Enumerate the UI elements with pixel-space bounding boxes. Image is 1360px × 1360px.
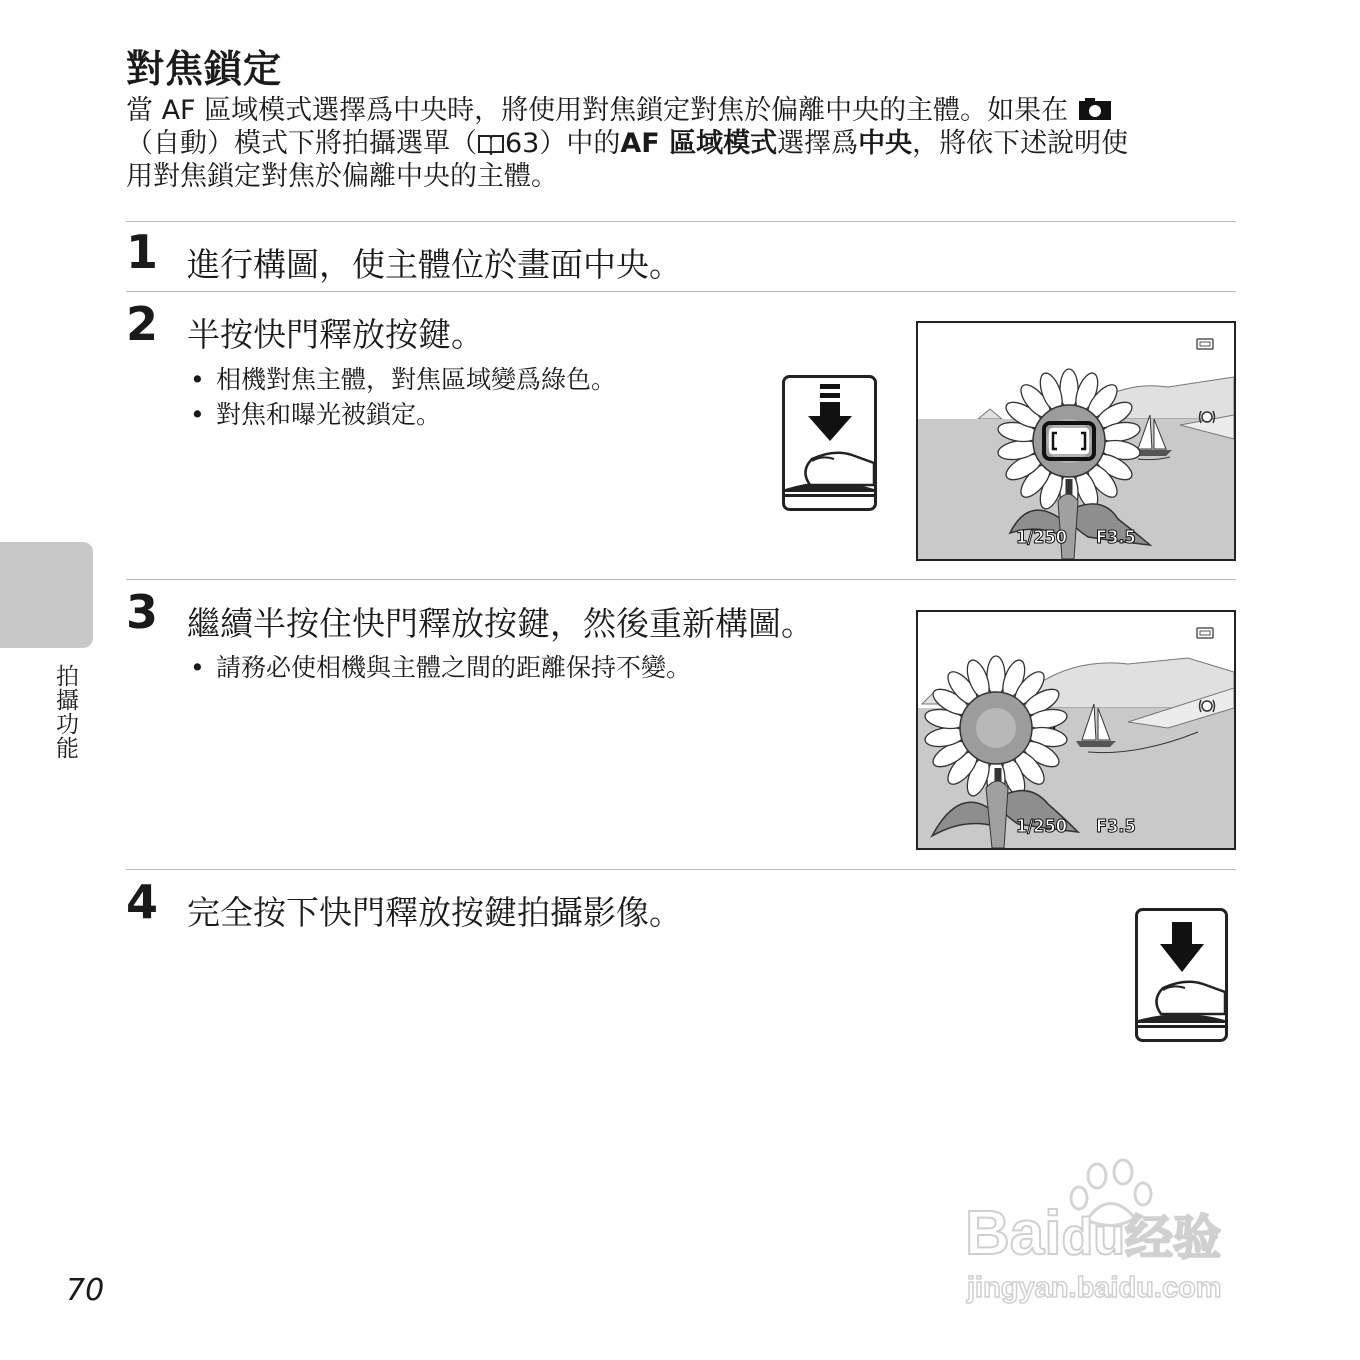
intro-line2c: 選擇爲	[777, 128, 859, 159]
baidu-watermark	[955, 1158, 1285, 1308]
step-3-text: 繼續半按住快門釋放按鍵，然後重新構圖。	[187, 604, 814, 643]
intro-line2d: ，將依下述說明使	[912, 128, 1129, 159]
step-2-bullet-2: • 對焦和曝光被鎖定。	[190, 395, 441, 431]
watermark-brand-a: Bai	[965, 1199, 1062, 1268]
shutter-speed-readout: 1/250	[1016, 816, 1067, 837]
page-number: 70	[66, 1273, 105, 1308]
book-reference-icon	[477, 133, 505, 155]
full-press-shutter-icon	[1135, 908, 1228, 1042]
watermark-url: jingyan.baidu.com	[967, 1272, 1222, 1304]
step-3-number: 3	[126, 585, 159, 639]
intro-paragraph	[126, 94, 1236, 193]
divider	[126, 869, 1236, 870]
step-1-number: 1	[126, 225, 159, 279]
af-area-mode-term: AF 區域模式	[620, 128, 778, 159]
step-2-number: 2	[126, 297, 159, 351]
page-title: 對焦鎖定	[126, 47, 283, 91]
step-2-bullet-1: • 相機對焦主體，對焦區域變爲綠色。	[190, 360, 616, 396]
step-3-bullet-1: • 請務必使相機與主體之間的距離保持不變。	[190, 648, 691, 684]
aperture-readout: F3.5	[1096, 527, 1136, 548]
chapter-label: 拍攝功能	[52, 664, 78, 760]
shutter-speed-readout: 1/250	[1016, 527, 1067, 548]
intro-line3: 用對焦鎖定對焦於偏離中央的主體。	[126, 161, 558, 192]
step-4-text: 完全按下快門釋放按鍵拍攝影像。	[187, 893, 682, 932]
divider	[126, 291, 1236, 292]
intro-ref-page: 63	[505, 128, 540, 159]
camera-screen-recomposed	[916, 610, 1236, 850]
step-1-text: 進行構圖，使主體位於畫面中央。	[187, 245, 682, 284]
center-term: 中央	[858, 128, 913, 159]
chapter-tab	[0, 542, 93, 648]
watermark-brand-c: 经验	[1125, 1212, 1222, 1265]
half-press-shutter-icon	[782, 375, 877, 511]
intro-line2a: （自動）模式下將拍攝選單（	[126, 128, 477, 159]
intro-line2b: ）中的	[539, 128, 621, 159]
camera-screen-centered	[916, 321, 1236, 561]
step-4-number: 4	[126, 875, 159, 929]
divider	[126, 221, 1236, 222]
step-2-text: 半按快門釋放按鍵。	[187, 315, 484, 354]
aperture-readout: F3.5	[1096, 816, 1136, 837]
camera-icon	[1077, 97, 1113, 121]
divider	[126, 579, 1236, 580]
intro-line1: 當 AF 區域模式選擇爲中央時，將使用對焦鎖定對焦於偏離中央的主體。如果在	[126, 95, 1069, 126]
watermark-brand-b: du	[1061, 1208, 1126, 1266]
